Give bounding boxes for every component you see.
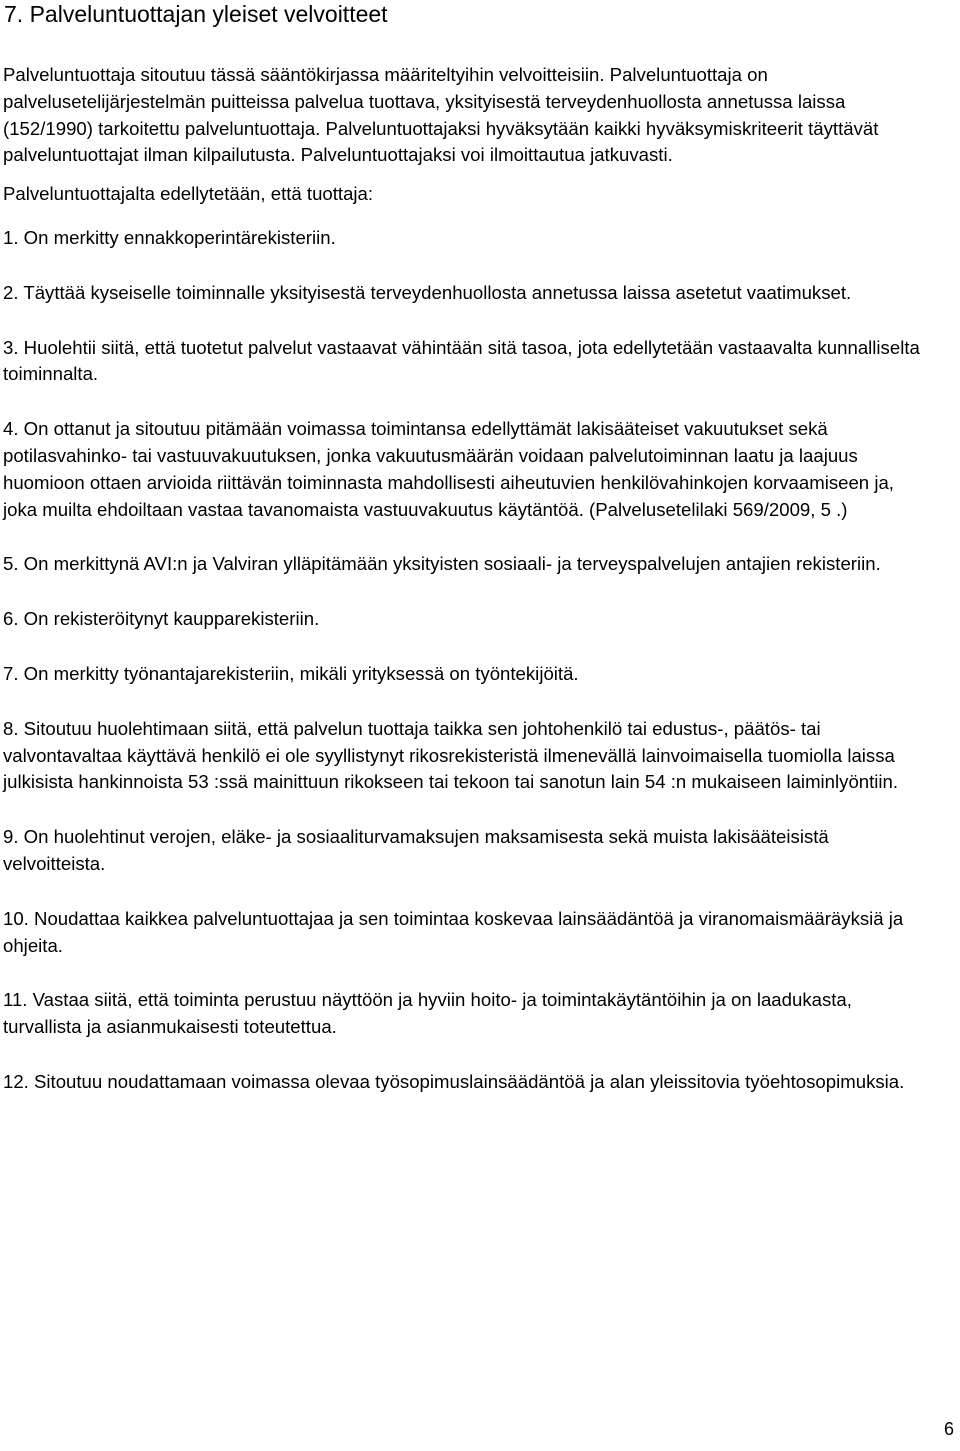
list-item: 5. On merkittynä AVI:n ja Valviran ylläpitämään yksityisten sosiaali- ja terveyspalvelujen antajien rekisteriin. bbox=[3, 553, 881, 575]
list-item: 4. On ottanut ja sitoutuu pitämään voimassa toimintansa edellyttämät lakisääteiset vakuutukset sekä potilasvahinko- tai vastuuvakuutuksen, jonka vakuutusmäärän voidaan palvelutoiminnan laatu ja laajuus huomioon ottaen arvioida riittävän toiminnasta mahdollisesti aiheutuvien henkilövahinkojen korvaamiseen ja, joka muilta ehdoiltaan vastaa tavanomaista vastuuvakuutus käytäntöä. (Palvelusetelilaki 569/2009, 5 .) bbox=[3, 418, 894, 520]
list-item: 10. Noudattaa kaikkea palveluntuottajaa ja sen toimintaa koskevaa lainsäädäntöä ja viranomaismääräyksiä ja ohjeita. bbox=[3, 907, 904, 956]
list-item: 3. Huolehtii siitä, että tuotetut palvelut vastaavat vähintään sitä tasoa, jota edellytetään vastaavalta kunnalliselta toiminnalta. bbox=[3, 336, 920, 385]
section-heading: 7. Palveluntuottajan yleiset velvoitteet bbox=[4, 1, 388, 27]
list-item: 2. Täyttää kyseiselle toiminnalle yksityisestä terveydenhuollosta annetussa laissa asetetut vaatimukset. bbox=[3, 281, 852, 303]
requirements-list bbox=[3, 225, 931, 1096]
list-item: 6. On rekisteröitynyt kaupparekisteriin. bbox=[3, 608, 320, 630]
list-item: 1. On merkitty ennakkoperintärekisteriin. bbox=[3, 226, 336, 248]
list-item: 9. On huolehtinut verojen, eläke- ja sosiaaliturvamaksujen maksamisesta sekä muista lakisääteisistä velvoitteista. bbox=[3, 826, 829, 874]
page-number: 6 bbox=[943, 1419, 954, 1439]
intro-paragraph: Palveluntuottaja sitoutuu tässä sääntökirjassa määriteltyihin velvoitteisiin. Palveluntuottaja on palvelusetelijärjestelmän puitteissa palvelua tuottava, yksityisestä terveydenhuollosta annetussa laissa (152/1990) tarkoitettu palveluntuottaja. Palveluntuottajaksi hyväksytään kaikki hyväksymiskriteerit täyttävät palveluntuottajat ilman kilpailutusta. Palveluntuottajaksi voi ilmoittautua jatkuvasti. bbox=[3, 64, 879, 166]
list-item: 12. Sitoutuu noudattamaan voimassa olevaa työsopimuslainsäädäntöä ja alan yleissitovia työehtosopimuksia. bbox=[3, 1070, 905, 1092]
list-item: 11. Vastaa siitä, että toiminta perustuu näyttöön ja hyviin hoito- ja toimintakäytäntöihin ja on laadukasta, turvallista ja asianmukaisesti toteutettua. bbox=[3, 989, 852, 1038]
list-item: 7. On merkitty työnantajarekisteriin, mikäli yrityksessä on työntekijöitä. bbox=[3, 662, 579, 684]
list-item: 8. Sitoutuu huolehtimaan siitä, että palvelun tuottaja taikka sen johtohenkilö tai edustus-, päätös- tai valvontavaltaa käyttävä henkilö ei ole syyllistynyt rikosrekisteristä ilmenevällä lainvoimaisella tuomiolla laissa julkisista hankinnoista 53 :ssä mainittuun rikokseen tai tekoon tai sanotun lain 54 :n mukaiseen laiminlyöntiin. bbox=[3, 717, 899, 793]
section-body bbox=[3, 62, 931, 1096]
requirements-lead: Palveluntuottajalta edellytetään, että tuottaja: bbox=[3, 183, 374, 205]
